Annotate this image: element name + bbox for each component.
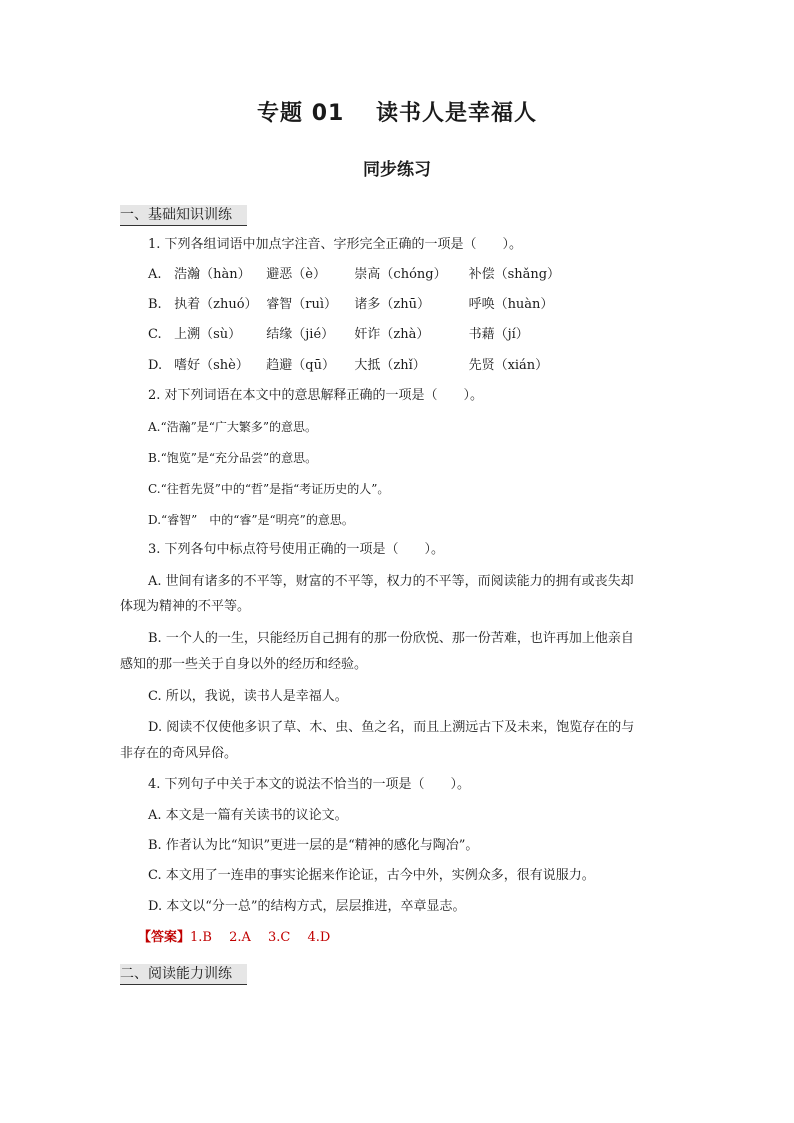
option-word: 大抵（zhǐ） <box>354 358 426 373</box>
question-2-stem: 2. 对下列词语在本文中的意思解释正确的一项是（ ）。 <box>148 388 484 403</box>
option-word: 补偿（shǎng） <box>468 267 561 282</box>
option-word: 诸多（zhū） <box>354 297 431 312</box>
question-1-stem: 1. 下列各组词语中加点字注音、字形完全正确的一项是（ ）。 <box>148 237 523 252</box>
question-1-option-c <box>148 326 529 344</box>
question-3-option-c: C. 所以，我说，读书人是幸福人。 <box>148 689 348 704</box>
page-subtitle: 同步练习 <box>363 160 431 180</box>
question-4-option-d: D. 本文以“分一总”的结构方式，层层推进，卒章显志。 <box>148 899 466 914</box>
question-4-stem: 4. 下列句子中关于本文的说法不恰当的一项是（ ）。 <box>148 777 471 792</box>
question-3-option-a-cont: 体现为精神的不平等。 <box>120 599 251 614</box>
question-1-option-d <box>148 357 548 375</box>
page-title: 专题 01 读书人是幸福人 <box>257 101 537 126</box>
answer-line <box>138 929 330 947</box>
question-3-option-a: A. 世间有诸多的不平等，财富的不平等，权力的不平等，而阅读能力的拥有或丧失却 <box>148 574 634 589</box>
question-3-option-b-cont: 感知的那一些关于自身以外的经历和经验。 <box>120 657 368 672</box>
option-word: 上溯（sù） <box>174 327 242 342</box>
option-word: 书藉（jí） <box>468 327 529 342</box>
option-word: 浩瀚（hàn） <box>174 267 251 282</box>
option-letter: A. <box>148 267 162 282</box>
option-word: 趋避（qū） <box>266 358 335 373</box>
question-3-option-d: D. 阅读不仅使他多识了草、木、虫、鱼之名，而且上溯远古下及未来，饱览存在的与 <box>148 720 635 735</box>
option-word: 避恶（è） <box>266 267 326 282</box>
option-letter: D. <box>148 358 163 373</box>
question-4-option-a: A. 本文是一篇有关读书的议论文。 <box>148 808 348 823</box>
option-word: 执着（zhuó） <box>174 297 258 312</box>
option-letter: B. <box>148 297 162 312</box>
question-3-stem: 3. 下列各句中标点符号使用正确的一项是（ ）。 <box>148 542 445 557</box>
question-1-option-b <box>148 296 553 314</box>
question-2-option-a: A.“浩瀚”是“广大繁多”的意思。 <box>148 420 318 434</box>
option-word: 先贤（xián） <box>468 358 549 373</box>
answer-text: 1.B 2.A 3.C 4.D <box>190 930 331 945</box>
option-word: 睿智（ruì） <box>266 297 338 312</box>
question-2-option-b: B.“饱览”是“充分品尝”的意思。 <box>148 451 318 465</box>
question-2-option-d: D.“睿智” 中的“睿”是“明亮”的意思。 <box>148 513 354 527</box>
option-word: 结缘（jié） <box>266 327 335 342</box>
option-word: 嗜好（shè） <box>174 358 249 373</box>
section-heading-reading: 二、阅读能力训练 <box>120 964 247 985</box>
option-word: 崇高（chóng） <box>354 267 447 282</box>
option-word: 呼唤（huàn） <box>468 297 554 312</box>
answer-tag: 【答案】 <box>138 930 191 945</box>
question-3-option-b: B. 一个人的一生，只能经历自己拥有的那一份欣悦、那一份苦难，也许再加上他亲自 <box>148 631 634 646</box>
question-1-option-a <box>148 266 560 284</box>
option-letter: C. <box>148 327 162 342</box>
question-2-option-c: C.“往哲先贤”中的“哲”是指“考证历史的人”。 <box>148 482 390 496</box>
question-4-option-b: B. 作者认为比“知识”更进一层的是“精神的感化与陶冶”。 <box>148 838 479 853</box>
section-heading-basic: 一、基础知识训练 <box>120 205 247 226</box>
question-4-option-c: C. 本文用了一连串的事实论据来作论证，古今中外，实例众多，很有说服力。 <box>148 868 595 883</box>
option-word: 奸诈（zhà） <box>354 327 430 342</box>
question-3-option-d-cont: 非存在的奇风异俗。 <box>120 746 238 761</box>
